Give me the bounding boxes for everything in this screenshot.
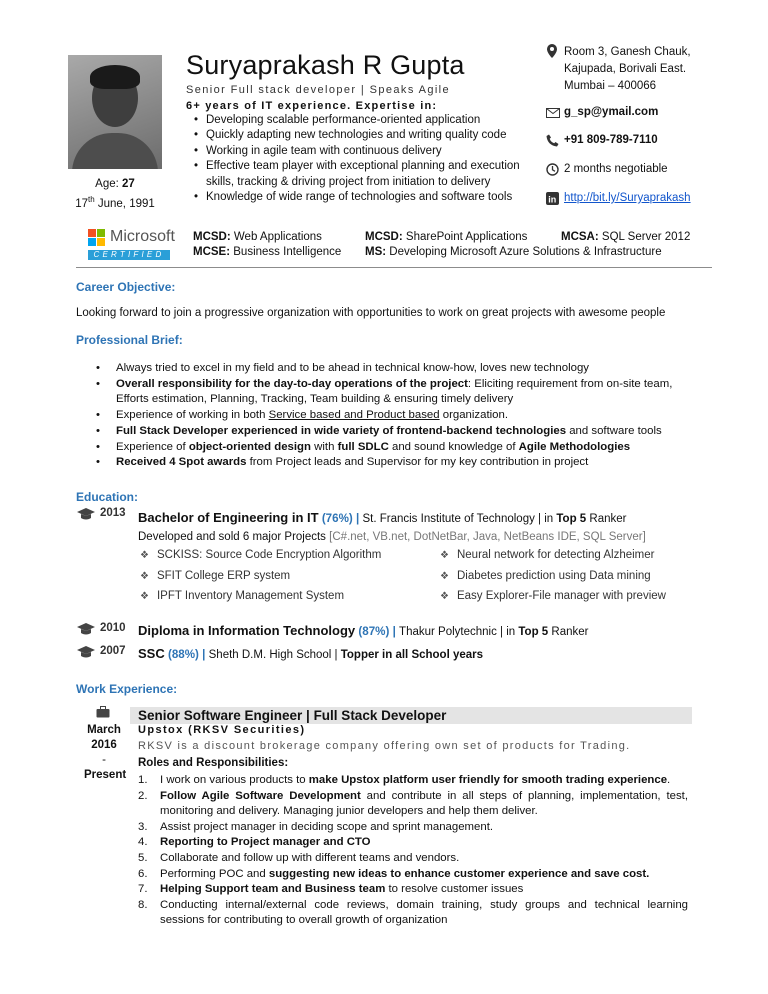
skill-item: • Quickly adapting new technologies and writing quality code: [186, 128, 546, 143]
brief-item: • Overall responsibility for the day-to-day operations of the project: Eliciting requirement from on-site team, Efforts estimation, Planning, Tracking, Team building & ensuring timely delivery: [96, 377, 706, 408]
dob-suffix: th: [88, 195, 95, 204]
skill-item: • Working in agile team with continuous delivery: [186, 144, 546, 159]
candidate-subtitle: Senior Full stack developer | Speaks Agile: [186, 84, 451, 96]
address-row: [546, 44, 691, 95]
project-item: ❖ Easy Explorer-File manager with preview: [440, 590, 666, 602]
brief-item: • Always tried to excel in my field and to be ahead in technical know-how, loves new technology: [96, 361, 706, 377]
email-row: [546, 106, 658, 121]
brief-heading: Professional Brief:: [76, 333, 183, 347]
mail-icon: [546, 106, 564, 121]
clock-icon: [546, 163, 564, 179]
company-description: RKSV is a discount brokerage company offering own set of products for Trading.: [138, 740, 631, 752]
be-pct: (76%): [321, 512, 353, 525]
objective-heading: Career Objective:: [76, 280, 176, 294]
header-divider: [76, 267, 712, 268]
brief-item: • Full Stack Developer experienced in wide variety of frontend-backend technologies and software tools: [96, 424, 706, 440]
work-dates: March 2016 - Present: [84, 724, 127, 781]
project-item: ❖ SCKISS: Source Code Encryption Algorithm: [140, 549, 382, 561]
duty-item: 7. Helping Support team and Business team to resolve customer issues: [138, 883, 524, 896]
phone-icon: [546, 134, 564, 150]
project-item: ❖ Neural network for detecting Alzheimer: [440, 549, 655, 561]
certified-badge: CERTIFIED: [88, 250, 170, 260]
cert-item: MCSA: SQL Server 2012: [561, 231, 691, 243]
be-projects-intro: Developed and sold 6 major Projects [C#.net, VB.net, DotNetBar, Java, NetBeans IDE, SQL Server]: [138, 531, 646, 543]
profile-photo: [68, 55, 162, 169]
briefcase-icon: [96, 706, 110, 721]
cert-item: MS: Developing Microsoft Azure Solutions & Infrastructure: [365, 246, 662, 258]
address-line-1: Room 3, Ganesh Chauk,: [564, 46, 691, 58]
graduation-cap-icon: [76, 507, 96, 524]
work-heading: Work Experience:: [76, 682, 178, 696]
address-line-3: Mumbai – 400066: [564, 80, 657, 92]
email-link[interactable]: g_sp@ymail.com: [564, 106, 659, 118]
brief-list: [96, 361, 706, 471]
microsoft-logo-text: Microsoft: [110, 228, 175, 245]
microsoft-logo-icon: [88, 229, 106, 247]
brief-item: • Received 4 Spot awards from Project leads and Supervisor for my key contribution in project: [96, 455, 706, 471]
brief-item: • Experience of working in both Service based and Product based organization.: [96, 408, 706, 424]
skill-item: • Developing scalable performance-oriented application: [186, 113, 546, 128]
dob-rest: June, 1991: [97, 197, 155, 210]
duty-item: 2. Follow Agile Software Development and contribute in all steps of planning, implementation, test, monitoring and delivery. Managing junior developers and help them deliver.: [138, 789, 688, 818]
education-heading: Education:: [76, 490, 138, 504]
map-pin-icon: [546, 44, 564, 95]
ssc-row: SSC (88%) | Sheth D.M. High School | Topper in all School years: [138, 646, 484, 661]
phone-number[interactable]: +91 809-789-7110: [564, 134, 658, 146]
duty-item: 6. Performing POC and suggesting new ideas to enhance customer experience and save cost.: [138, 867, 650, 880]
duty-item: 3. Assist project manager in deciding scope and sprint management.: [138, 820, 494, 833]
age-label: Age:: [95, 178, 119, 190]
linkedin-row: [546, 192, 691, 208]
candidate-name: Suryaprakash R Gupta: [186, 50, 465, 80]
project-item: ❖ IPFT Inventory Management System: [140, 590, 345, 602]
age-block: [60, 176, 170, 212]
duty-item: 5. Collaborate and follow up with different teams and vendors.: [138, 851, 460, 864]
diploma-title: Diploma in Information Technology: [138, 623, 356, 638]
project-item: ❖ Diabetes prediction using Data mining: [440, 570, 651, 582]
duty-item: 8. Conducting internal/external code reviews, domain training, study groups and technical learning sessions for contributing to overall growth of organization: [138, 898, 688, 927]
company-name: Upstox (RKSV Securities): [138, 724, 306, 736]
diploma-row: Diploma in Information Technology (87%) | Thakur Polytechnic | in Top 5 Ranker: [138, 623, 589, 638]
graduation-cap-icon: [76, 645, 96, 662]
skills-list: [186, 113, 546, 205]
dob-day: 17: [75, 197, 88, 210]
linkedin-icon: [546, 192, 564, 208]
notice-row: [546, 163, 668, 179]
phone-row: [546, 134, 658, 150]
skill-item: • Knowledge of wide range of technologies and software tools: [186, 190, 546, 205]
ssc-year: 2007: [100, 645, 126, 657]
roles-heading: Roles and Responsibilities:: [138, 757, 289, 769]
ssc-title: SSC: [138, 646, 165, 661]
brief-item: • Experience of object-oriented design with full SDLC and sound knowledge of Agile Methodologies: [96, 440, 706, 456]
project-item: ❖ SFIT College ERP system: [140, 570, 291, 582]
experience-heading: 6+ years of IT experience. Expertise in:: [186, 100, 438, 112]
cert-item: MCSD: Web Applications: [193, 231, 322, 243]
be-year: 2013: [100, 507, 126, 519]
role-title: Senior Software Engineer | Full Stack Developer: [138, 708, 447, 723]
duty-item: 1. I work on various products to make Upstox platform user friendly for smooth trading experience.: [138, 774, 671, 786]
skill-item: • Effective team player with exceptional planning and execution skills, tracking & driving project from initiation to delivery: [186, 159, 546, 190]
age-value: 27: [122, 178, 135, 190]
duties-list: [138, 773, 688, 929]
cert-item: MCSE: Business Intelligence: [193, 246, 342, 258]
svg-text:in: in: [548, 194, 557, 205]
cert-item: MCSD: SharePoint Applications: [365, 231, 528, 243]
be-row: Bachelor of Engineering in IT (76%) | St. Francis Institute of Technology | in Top 5 Ranker: [138, 510, 627, 525]
address-line-2: Kajupada, Borivali East.: [564, 63, 687, 75]
notice-period: 2 months negotiable: [564, 163, 668, 175]
graduation-cap-icon: [76, 622, 96, 639]
objective-text: Looking forward to join a progressive organization with opportunities to work on great projects with awesome people: [76, 307, 666, 319]
duty-item: 4. Reporting to Project manager and CTO: [138, 836, 371, 849]
linkedin-link[interactable]: http://bit.ly/Suryaprakash: [564, 192, 691, 204]
be-title: Bachelor of Engineering in IT: [138, 510, 319, 525]
diploma-year: 2010: [100, 622, 126, 634]
